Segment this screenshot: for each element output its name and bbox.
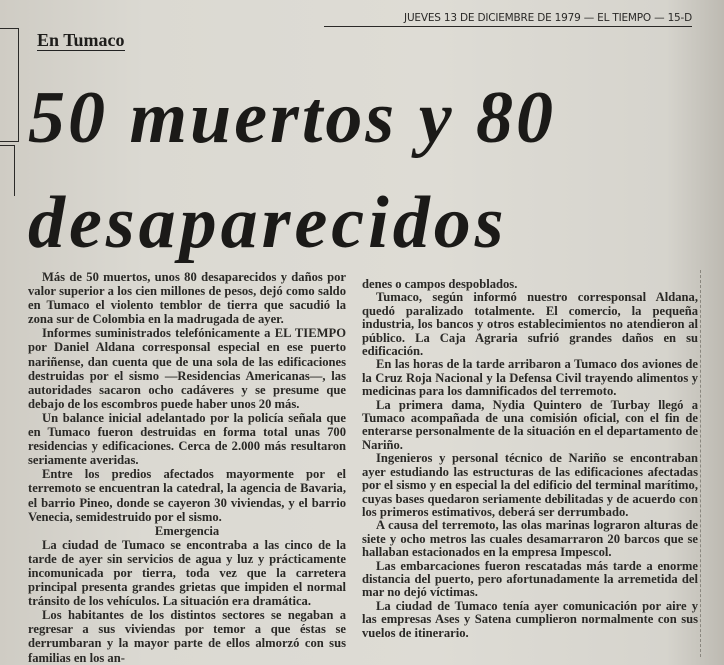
paragraph: La ciudad de Tumaco se encontraba a las cinco de la tarde de ayer sin servicios de agua y luz y prácticamente incomunicada por tierra, toda vez que la carretera principal presenta grandes grietas que impiden el normal tránsito de los vehículos. La situación era dramática. bbox=[28, 537, 346, 609]
paragraph: La primera dama, Nydia Quintero de Turbay llegó a Tumaco acompañada de una comisión oficial, con el fin de enterarse personalmente de la situación en el departamento de Nariño. bbox=[362, 397, 698, 452]
paragraph: Los habitantes de los distintos sectores se negaban a regresar a sus viviendas por temor a que éstas se derrumbaran y la mayor parte de ellos almorzó con sus familias en los an- bbox=[28, 608, 346, 665]
paragraph-continuation: denes o campos despoblados. bbox=[362, 277, 518, 291]
section-kicker: En Tumaco bbox=[37, 30, 125, 50]
article-column-1 bbox=[28, 270, 346, 665]
headline-line-1: 50 muertos y 80 bbox=[28, 77, 557, 159]
paragraph: Informes suministrados telefónicamente a EL TIEMPO por Daniel Aldana corresponsal especial en ese puerto nariñense, dan cuenta que de una sola de las edificaciones destruidas por el sismo —Residencias Americanas—, las autoridades sacaron ocho cadáveres y se presume que debajo de los escombros puede haber unos 20 más. bbox=[28, 326, 346, 411]
subheading: Emergencia bbox=[154, 523, 220, 538]
paragraph: Entre los predios afectados mayormente por el terremoto se encuentran la catedral, la agencia de Bavaria, el barrio Pineo, donde se cayeron 30 viviendas, y el barrio Venecia, semidestruido por el sismo. bbox=[28, 467, 346, 524]
paragraph: Las embarcaciones fueron rescatadas más tarde a enorme distancia del puerto, pero afortunadamente la arremetida del mar no dejó víctimas. bbox=[362, 558, 698, 600]
article-column-2 bbox=[362, 278, 698, 640]
adjacent-article-box bbox=[0, 28, 19, 142]
adjacent-article-box bbox=[0, 145, 15, 196]
paragraph: Un balance inicial adelantado por la policía señala que en Tumaco fueron destruidas en forma total unas 700 residencias y edificaciones. Cerca de 2.000 más resultaron seriamente averidas. bbox=[28, 410, 346, 468]
paragraph: En las horas de la tarde arribaron a Tumaco dos aviones de la Cruz Roja Nacional y la Defensa Civil trayendo alimentos y medicinas para los damnificados del terremoto. bbox=[362, 357, 698, 399]
column-rule bbox=[700, 270, 701, 657]
paragraph: La ciudad de Tumaco tenía ayer comunicación por aire y las empresas Ases y Satena cumplieron normalmente con sus vuelos de itinerario. bbox=[362, 598, 698, 640]
headline-line-2: desaparecidos bbox=[28, 182, 508, 264]
paragraph: Ingenieros y personal técnico de Nariño se encontraban ayer estudiando las estructuras de las edificaciones afectadas por el sismo y en especial la del edificio del terminal marítimo, cuyas bases quedaron seriamente debilitadas y de acuerdo con los primeros estimativos, deberá ser derrumbado. bbox=[362, 451, 698, 519]
paragraph: A causa del terremoto, las olas marinas lograron alturas de siete y ocho metros las cuales desamarraron 20 barcos que se hallaban estacionados en la empresa Impescol. bbox=[362, 518, 698, 560]
masthead-dateline: JUEVES 13 DE DICIEMBRE DE 1979 — EL TIEMPO — 15-D bbox=[324, 12, 692, 27]
paragraph: Tumaco, según informó nuestro corresponsal Aldana, quedó paralizado totalmente. El comercio, la pequeña industria, los bancos y otros establecimientos no atendieron al público. La Caja Agraria sufrió grandes daños en su edificación. bbox=[362, 290, 698, 359]
paragraph: Más de 50 muertos, unos 80 desaparecidos y daños por valor superior a los cien millones de pesos, dejó como saldo en Tumaco el violento temblor de tierra que sacudió la zona sur de Colombia en la madrugada de ayer. bbox=[28, 270, 346, 327]
